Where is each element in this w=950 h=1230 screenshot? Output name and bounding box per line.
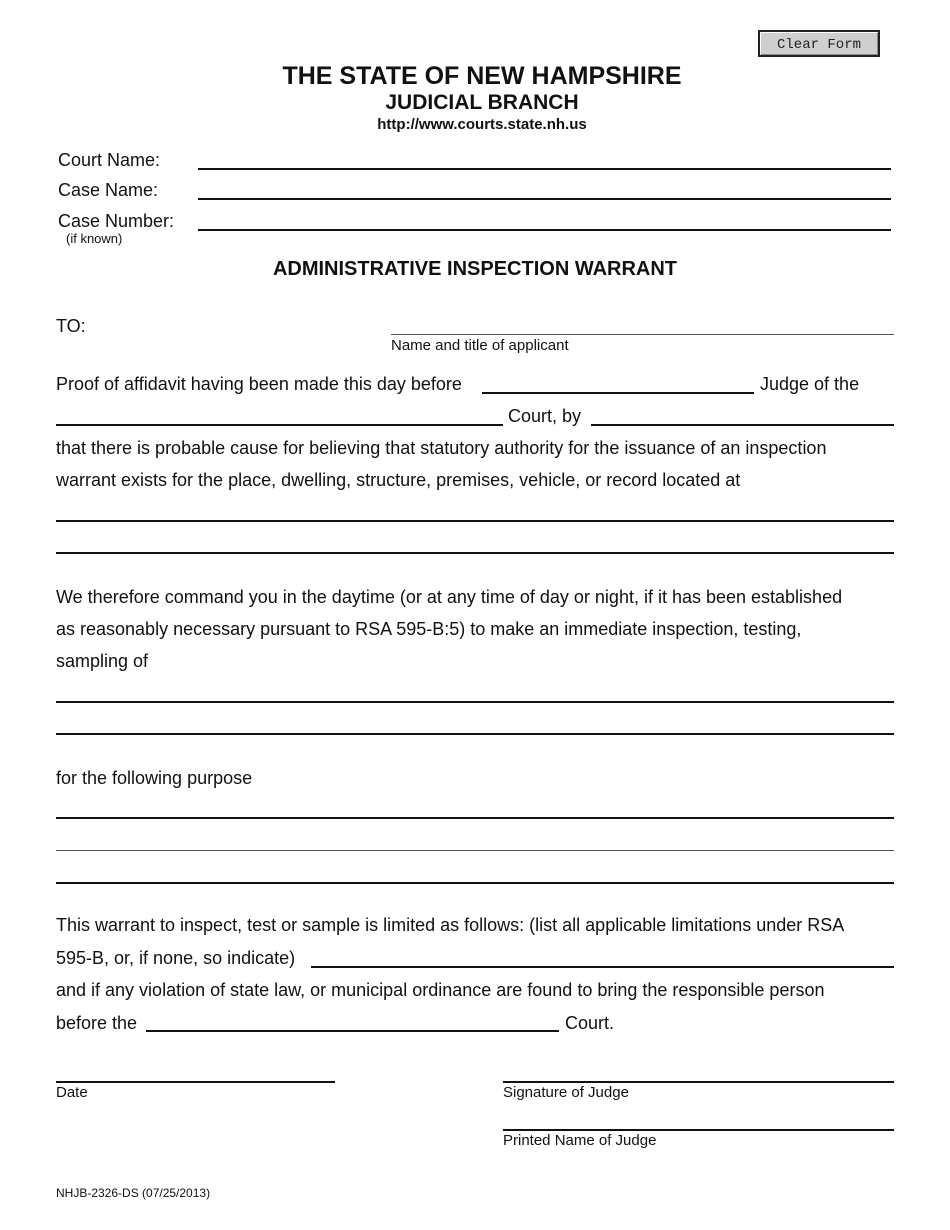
limits-line1: This warrant to inspect, test or sample is limited as follows: (list all applicable limitations under RSA (56, 915, 845, 935)
sampling-field-1[interactable] (56, 701, 894, 703)
limitations-field[interactable] (311, 966, 894, 968)
if-known-note: (if known) (66, 231, 123, 246)
court-name-field[interactable] (198, 168, 891, 170)
command-line1: We therefore command you in the daytime (or at any time of day or night, if it has been established (56, 587, 843, 607)
applicant-caption: Name and title of applicant (391, 337, 569, 354)
clear-form-button[interactable]: Clear Form (758, 30, 880, 57)
judge-of-the-text: Judge of the (760, 374, 860, 394)
case-name-label: Case Name: (58, 180, 159, 200)
date-field[interactable] (56, 1081, 335, 1083)
purpose-label: for the following purpose (56, 768, 253, 788)
location-field-1[interactable] (56, 520, 894, 522)
signature-label: Signature of Judge (503, 1084, 629, 1101)
responsible-court-field[interactable] (146, 1030, 559, 1032)
before-the-text: before the (56, 1013, 138, 1033)
state-title: THE STATE OF NEW HAMPSHIRE (282, 62, 682, 90)
court-by-text: Court, by (508, 406, 582, 426)
purpose-field-2[interactable] (56, 850, 894, 851)
case-number-label: Case Number: (58, 211, 175, 231)
branch-title: JUDICIAL BRANCH (385, 91, 579, 114)
command-line2: as reasonably necessary pursuant to RSA 595-B:5) to make an immediate inspection, testing, (56, 619, 802, 639)
case-name-field[interactable] (198, 198, 891, 200)
to-label: TO: (56, 316, 86, 336)
purpose-field-3[interactable] (56, 882, 894, 884)
court-of-field[interactable] (56, 424, 503, 426)
court-end-text: Court. (565, 1013, 615, 1033)
command-line3: sampling of (56, 651, 149, 671)
court-name-label: Court Name: (58, 150, 161, 170)
court-url: http://www.courts.state.nh.us (377, 116, 587, 133)
purpose-field-1[interactable] (56, 817, 894, 819)
sampling-field-2[interactable] (56, 733, 894, 735)
form-id: NHJB-2326-DS (07/25/2013) (56, 1186, 211, 1200)
signature-field[interactable] (503, 1081, 894, 1083)
form-title: ADMINISTRATIVE INSPECTION WARRANT (272, 258, 678, 280)
limits-line3: and if any violation of state law, or municipal ordinance are found to bring the responsible person (56, 980, 825, 1000)
printed-name-field[interactable] (503, 1129, 894, 1131)
proof-text: Proof of affidavit having been made this day before (56, 374, 462, 394)
location-field-2[interactable] (56, 552, 894, 554)
printed-name-label: Printed Name of Judge (503, 1132, 657, 1149)
probable-cause-line1: that there is probable cause for believing that statutory authority for the issuance of an inspection (56, 438, 827, 458)
before-judge-field[interactable] (482, 392, 754, 394)
case-number-field[interactable] (198, 229, 891, 231)
applicant-field[interactable] (391, 334, 894, 335)
date-label: Date (56, 1084, 88, 1101)
probable-cause-line2: warrant exists for the place, dwelling, structure, premises, vehicle, or record located at (56, 470, 741, 490)
by-field[interactable] (591, 424, 894, 426)
limits-line2: 595-B, or, if none, so indicate) (56, 948, 296, 968)
